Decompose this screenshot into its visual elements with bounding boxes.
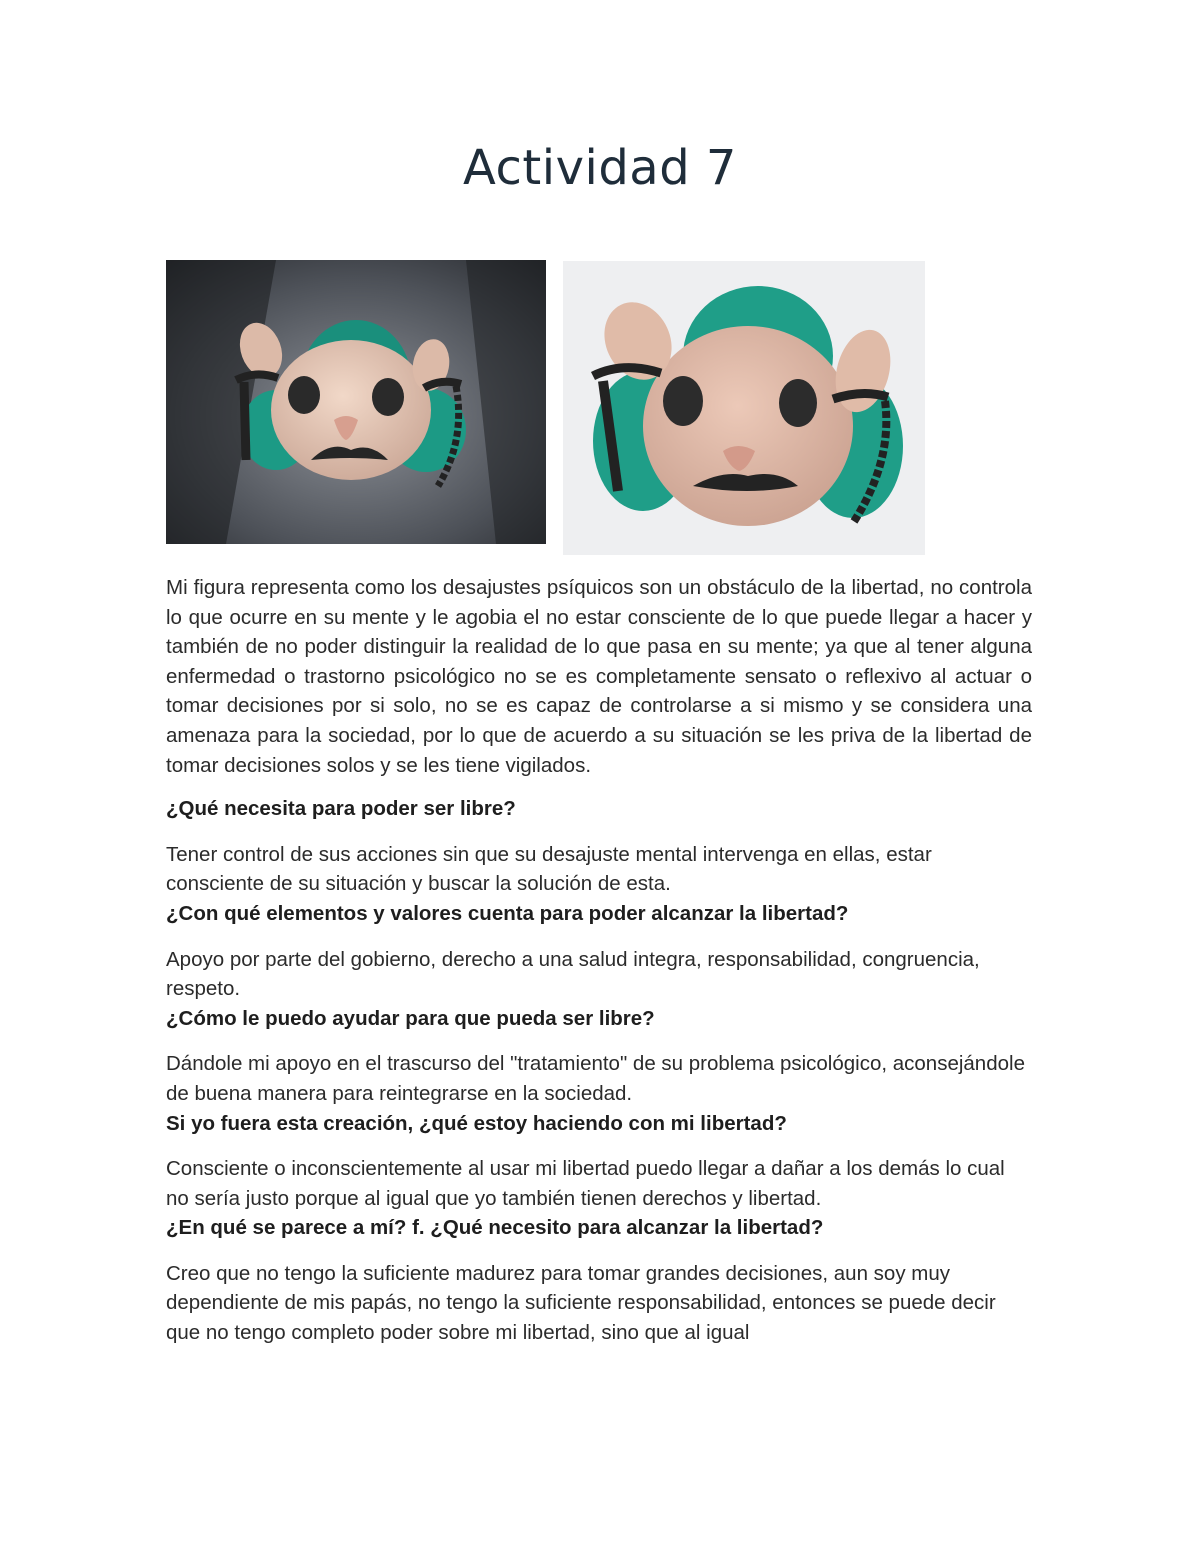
answer-2: Apoyo por parte del gobierno, derecho a una salud integra, responsabilidad, congruencia, respeto.	[166, 947, 980, 1001]
answer-5: Creo que no tengo la suficiente madurez para tomar grandes decisiones, aun soy muy dependiente de mis papás, no tengo la suficiente responsabilidad, entonces se puede decir que no tengo completo poder sobre mi libertad, sino que al igual	[166, 1261, 996, 1345]
intro-paragraph: Mi figura representa como los desajustes psíquicos son un obstáculo de la libertad, no controla lo que ocurre en su mente y le agobia el no estar consciente de lo que puede llegar a hacer y también de no poder distinguir la realidad de lo que pasa en su mente; ya que al tener alguna enfermedad o trastorno psicológico no se es completamente sensato o reflexivo al actuar o tomar decisiones por si solo, no se es capaz de controlarse a si mismo y se considera una amenaza para la sociedad, por lo que de acuerdo a su situación se les priva de la libertad de tomar decisiones solos y se les tiene vigilados.	[166, 576, 1032, 777]
answer-3: Dándole mi apoyo en el trascurso del "tratamiento" de su problema psicológico, aconsejándole de buena manera para reintegrarse en la sociedad.	[166, 1052, 1025, 1105]
clay-figure-photo-dark	[166, 260, 546, 544]
document-body	[166, 573, 1032, 1348]
question-2: ¿Con qué elementos y valores cuenta para poder alcanzar la libertad?	[166, 901, 849, 925]
question-3: ¿Cómo le puedo ayudar para que pueda ser libre?	[166, 1006, 655, 1030]
question-1: ¿Qué necesita para poder ser libre?	[166, 797, 516, 821]
answer-1: Tener control de sus acciones sin que su desajuste mental intervenga en ellas, estar consciente de su situación y buscar la solución de esta.	[166, 842, 932, 896]
answer-4: Consciente o inconscientemente al usar mi libertad puedo llegar a dañar a los demás lo cual no sería justo porque al igual que yo también tienen derechos y libertad.	[166, 1157, 1005, 1210]
question-4: Si yo fuera esta creación, ¿qué estoy haciendo con mi libertad?	[166, 1111, 787, 1135]
document-title: Actividad 7	[463, 140, 737, 196]
question-5: ¿En qué se parece a mí? f. ¿Qué necesito para alcanzar la libertad?	[166, 1216, 824, 1240]
clay-figure-photo-light	[563, 261, 925, 555]
